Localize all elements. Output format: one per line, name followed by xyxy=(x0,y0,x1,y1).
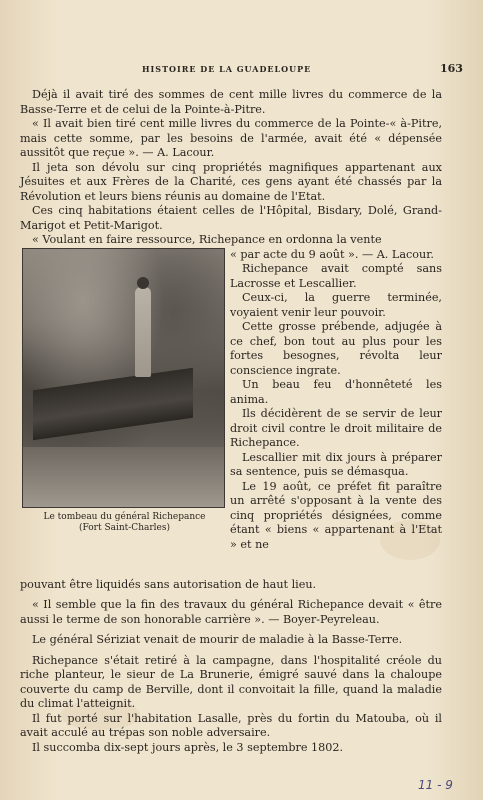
figure xyxy=(22,248,227,534)
photo-standing-man xyxy=(135,287,151,377)
quote-paragraph: « Voulant en faire ressource, Richepance en ordonna la vente xyxy=(32,233,382,246)
paragraph: Il jeta son dévolu sur cinq propriétés magnifiques appartenant aux Jésuites et aux Frères de la Charité, ces gens ayant été chassés par la Révolution et leurs biens réunis au domaine de l'Etat. xyxy=(20,160,442,203)
tomb-photograph xyxy=(22,248,225,508)
text-column-beside-figure xyxy=(230,248,442,553)
photo-tomb xyxy=(33,367,193,439)
paragraph: Lescallier mit dix jours à préparer sa sentence, puis se démasqua. xyxy=(230,450,442,478)
caption-subtitle: (Fort Saint-Charles) xyxy=(78,522,170,533)
paragraph: Le 19 août, ce préfet fit paraître un arrêté s'opposant à la vente des cinq propriétés désignées, comme étant « biens « appartenant à l'Etat » et ne xyxy=(230,479,442,551)
paragraph: Déjà il avait tiré des sommes de cent mille livres du commerce de la Basse-Terre et de celui de la Pointe-à-Pitre. xyxy=(20,88,442,116)
page-header xyxy=(0,64,483,80)
paragraph: Cette grosse prébende, adjugée à ce chef, bon tout au plus pour les fortes besognes, révolta leur conscience ingrate. xyxy=(230,320,442,377)
paragraph: « par acte du 9 août ». — A. Lacour. xyxy=(230,247,434,261)
paragraph: Ils décidèrent de se servir de leur droit civil contre le droit militaire de Richepance. xyxy=(230,407,442,449)
page-number: 163 xyxy=(440,62,463,75)
figure-caption xyxy=(22,512,227,534)
paragraph: Le général Sériziat venait de mourir de maladie à la Basse-Terre. xyxy=(32,633,403,646)
figure-wrap-block xyxy=(20,248,442,578)
paragraph: Ceux-ci, la guerre terminée, voyaient venir leur pouvoir. xyxy=(230,291,442,319)
photo-man-head xyxy=(137,277,149,289)
paragraph: pouvant être liquidés sans autorisation de haut lieu. xyxy=(20,577,317,591)
photo-ground xyxy=(23,447,224,507)
paragraph: Il succomba dix-sept jours après, le 3 septembre 1802. xyxy=(32,740,344,754)
body-text xyxy=(20,88,442,755)
quote-paragraph: « Il avait bien tiré cent mille livres du commerce de la Pointe-« à-Pitre, mais cette somme, par les besoins de l'armée, avait été « dépensée aussitôt que reçue ». — A. Lacour. xyxy=(20,117,442,159)
paragraph: Richepance avait compté sans Lacrosse et Lescallier. xyxy=(230,262,442,290)
paragraph: Ces cinq habitations étaient celles de l'Hôpital, Bisdary, Dolé, Grand-Marigot et Petit-Marigot. xyxy=(20,204,442,232)
quote-paragraph: « Il semble que la fin des travaux du général Richepance devait « être aussi le terme de son honorable carrière ». — Boyer-Peyreleau. xyxy=(20,598,442,626)
paragraph: Il fut porté sur l'habitation Lasalle, près du fortin du Matouba, où il avait acculé au trépas son noble adversaire. xyxy=(20,711,442,739)
caption-title: Le tombeau du général Richepance xyxy=(43,511,206,522)
running-title: HISTOIRE DE LA GUADELOUPE xyxy=(142,64,312,74)
paragraph: Richepance s'était retiré à la campagne, dans l'hospitalité créole du riche planteur, le sieur de La Brunerie, émigré sauvé dans la chaloupe couverte du camp de Berville, dont il convoitait la fille, quand la maladie du climat l'atteignit. xyxy=(20,653,442,710)
paragraph: Un beau feu d'honnêteté les anima. xyxy=(230,378,442,406)
handwritten-note: 11 - 9 xyxy=(418,778,453,792)
